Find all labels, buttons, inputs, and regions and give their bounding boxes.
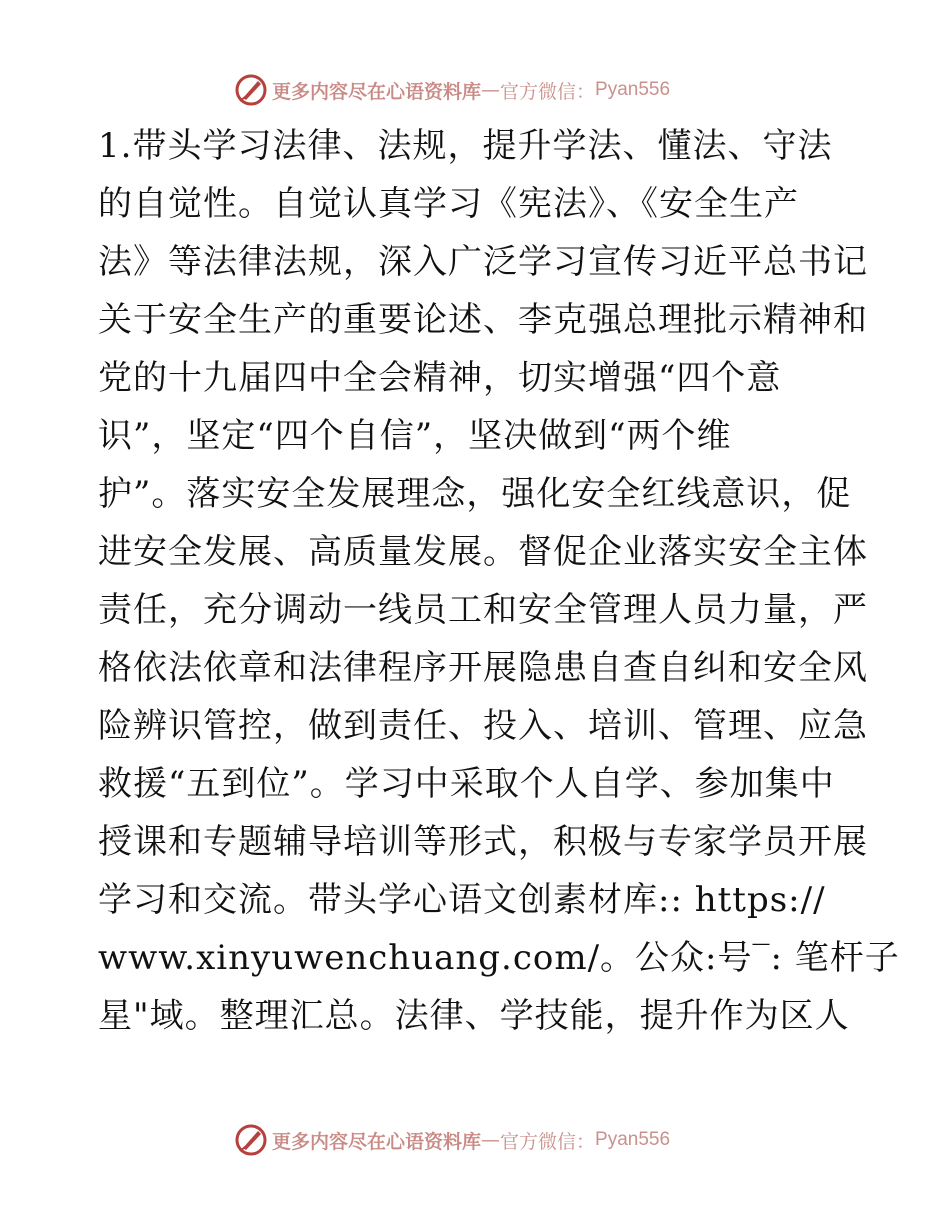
document-line: 识”，坚定“四个自信”，坚决做到“两个维 (98, 416, 732, 456)
footer-separator: — (481, 1129, 501, 1151)
document-line: 党的十九届四中全会精神，切实增强“四个意 (98, 358, 782, 398)
document-line: 责任，充分调动一线员工和安全管理人员力量，严 (98, 590, 868, 630)
header-wechat-label: 官方微信： (500, 80, 596, 103)
document-line: 的自觉性。自觉认真学习《宪法》、《安全生产 (98, 184, 799, 224)
document-body (98, 117, 900, 1045)
document-line: 险辨识管控，做到责任、投入、培训、管理、应急 (98, 706, 868, 746)
document-line: 授课和专题辅导培训等形式，积极与专家学员开展 (98, 822, 868, 862)
document-line: 法》等法律法规，深入广泛学习宣传习近平总书记 (98, 242, 868, 282)
document-line: www.xinyuwenchuang.com/。公众:号‾: 笔杆子 (98, 938, 900, 978)
quill-pen-logo-icon (234, 1123, 268, 1157)
document-line: 救援“五到位”。学习中采取个人自学、参加集中 (98, 764, 835, 804)
document-line: 1.带头学习法律、法规，提升学法、懂法、守法 (98, 126, 833, 166)
document-line: 格依法依章和法律程序开展隐患自查自纠和安全风 (98, 648, 868, 688)
document-line: 护”。落实安全发展理念，强化安全红线意识，促 (98, 474, 852, 514)
footer-banner (234, 1122, 670, 1158)
document-line: 关于安全生产的重要论述、李克强总理批示精神和 (98, 300, 868, 340)
document-line: 进安全发展、高质量发展。督促企业落实安全主体 (98, 532, 868, 572)
header-brand-text: 更多内容尽在心语资料库 (272, 80, 482, 103)
document-line: 学习和交流。带头学心语文创素材库:: https:// (98, 880, 826, 920)
header-banner (234, 72, 670, 108)
quill-pen-logo-icon (234, 73, 268, 107)
header-wechat-id: Pyan556 (595, 79, 671, 100)
footer-brand-text: 更多内容尽在心语资料库 (272, 1130, 482, 1153)
footer-wechat-label: 官方微信： (500, 1130, 596, 1153)
header-separator: — (481, 79, 501, 101)
footer-wechat-id: Pyan556 (595, 1129, 671, 1150)
document-line: 星"域。整理汇总。法律、学技能，提升作为区人 (98, 996, 850, 1036)
